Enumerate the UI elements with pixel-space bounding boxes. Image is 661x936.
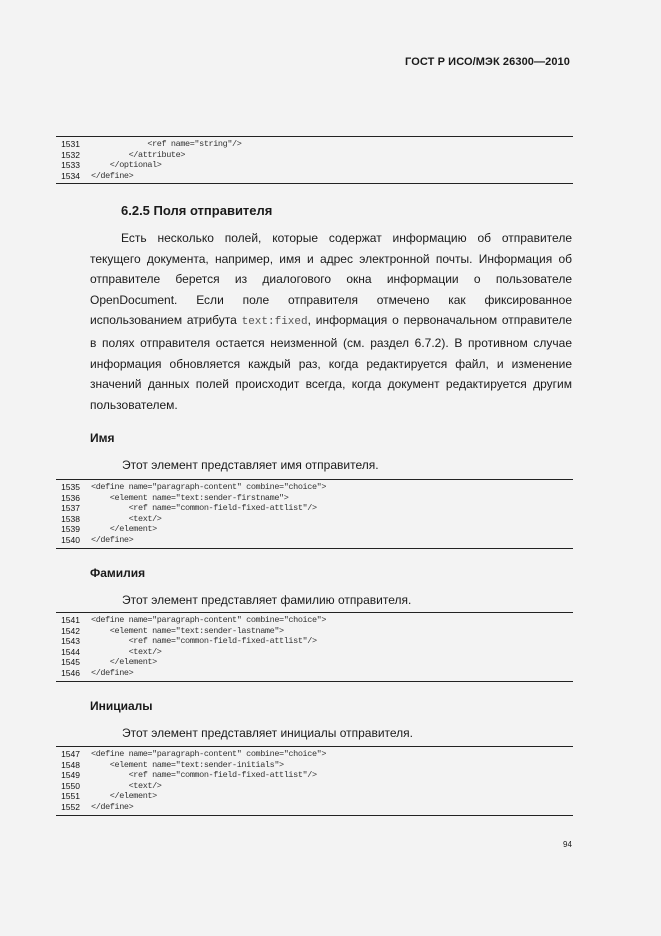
code-line	[56, 150, 573, 161]
line-number: 1533	[61, 160, 80, 171]
code-block-firstname	[56, 479, 573, 549]
line-number: 1534	[61, 170, 80, 181]
code-text: <ref name="common-field-fixed-attlist"/>	[91, 770, 317, 781]
code-line	[56, 535, 573, 546]
code-block-lastname	[56, 612, 573, 682]
body-paragraph	[90, 228, 572, 415]
code-line	[56, 482, 573, 493]
code-line	[56, 524, 573, 535]
code-text: </define>	[91, 801, 134, 812]
code-line	[56, 636, 573, 647]
line-number: 1540	[61, 534, 80, 545]
subsection-description-initials: Этот элемент представляет инициалы отправителя.	[122, 726, 414, 740]
code-line	[56, 626, 573, 637]
code-text: <define name="paragraph-content" combine="choice">	[91, 749, 327, 759]
code-text: </define>	[91, 170, 134, 181]
code-text: </element>	[91, 657, 157, 668]
code-text: <ref name="common-field-fixed-attlist"/>	[91, 503, 317, 514]
code-line	[56, 668, 573, 679]
line-number: 1531	[61, 139, 80, 149]
code-text: </element>	[91, 524, 157, 535]
line-number: 1537	[61, 503, 80, 514]
section-title: 6.2.5 Поля отправителя	[121, 203, 273, 218]
code-text: </define>	[91, 667, 134, 678]
code-text: </optional>	[91, 160, 162, 171]
code-text: <ref name="string"/>	[91, 139, 242, 149]
code-text: </attribute>	[91, 149, 186, 160]
line-number: 1548	[61, 759, 80, 770]
line-number: 1551	[61, 791, 80, 802]
line-number: 1543	[61, 636, 80, 647]
paragraph-text-after: , информация о первоначальном отправителе в полях отправителя остается неизменной (см. раздел 6.7.2). В противном случае информация обновляется каждый раз, когда редактируется файл, и изменение значений данных полей происходит всегда, когда документ редактируется другим пользователем.	[90, 313, 573, 412]
code-text: </element>	[91, 791, 157, 802]
code-text: </define>	[91, 534, 134, 545]
code-line	[56, 514, 573, 525]
code-line	[56, 503, 573, 514]
subsection-heading-lastname: Фамилия	[90, 566, 146, 580]
line-number: 1536	[61, 492, 80, 503]
code-text: <element name="text:sender-lastname">	[91, 625, 284, 636]
code-line	[56, 749, 573, 760]
code-line	[56, 493, 573, 504]
paragraph-text-before: Есть несколько полей, которые содержат информацию об отправителе текущего документа, например, имя и адрес электронной почты. Информация об отправителе берется из диалогового окна информации о пользователе OpenDocument. Если поле отправителя отмечено как фиксированное использованием атрибута	[90, 231, 572, 328]
code-line	[56, 139, 573, 150]
code-text: <element name="text:sender-initials">	[91, 759, 284, 770]
line-number: 1546	[61, 667, 80, 678]
code-text: <define name="paragraph-content" combine="choice">	[91, 615, 327, 625]
code-line	[56, 647, 573, 658]
inline-code: text:fixed	[241, 316, 308, 329]
line-number: 1544	[61, 646, 80, 657]
code-line	[56, 802, 573, 813]
code-text: <element name="text:sender-firstname">	[91, 492, 289, 503]
code-line	[56, 770, 573, 781]
code-line	[56, 171, 573, 182]
code-line	[56, 657, 573, 668]
line-number: 1539	[61, 524, 80, 535]
code-line	[56, 781, 573, 792]
code-line	[56, 160, 573, 171]
line-number: 1532	[61, 149, 80, 160]
code-text: <define name="paragraph-content" combine="choice">	[91, 482, 327, 492]
document-standard-code: ГОСТ Р ИСО/МЭК 26300—2010	[405, 56, 570, 68]
page-number: 94	[563, 840, 572, 849]
code-text: <text/>	[91, 513, 162, 524]
subsection-heading-name: Имя	[90, 431, 115, 445]
code-text: <ref name="common-field-fixed-attlist"/>	[91, 636, 317, 647]
line-number: 1541	[61, 615, 80, 625]
subsection-heading-initials: Инициалы	[90, 699, 153, 713]
code-text: <text/>	[91, 780, 162, 791]
code-line	[56, 615, 573, 626]
code-text: <text/>	[91, 646, 162, 657]
line-number: 1547	[61, 749, 80, 759]
line-number: 1542	[61, 625, 80, 636]
code-line	[56, 760, 573, 771]
line-number: 1549	[61, 770, 80, 781]
line-number: 1545	[61, 657, 80, 668]
subsection-description-name: Этот элемент представляет имя отправителя.	[122, 458, 379, 472]
line-number: 1552	[61, 801, 80, 812]
code-block-initials	[56, 746, 573, 816]
line-number: 1535	[61, 482, 80, 492]
code-block-top	[56, 136, 573, 184]
subsection-description-lastname: Этот элемент представляет фамилию отправителя.	[122, 593, 412, 607]
line-number: 1550	[61, 780, 80, 791]
code-line	[56, 791, 573, 802]
line-number: 1538	[61, 513, 80, 524]
